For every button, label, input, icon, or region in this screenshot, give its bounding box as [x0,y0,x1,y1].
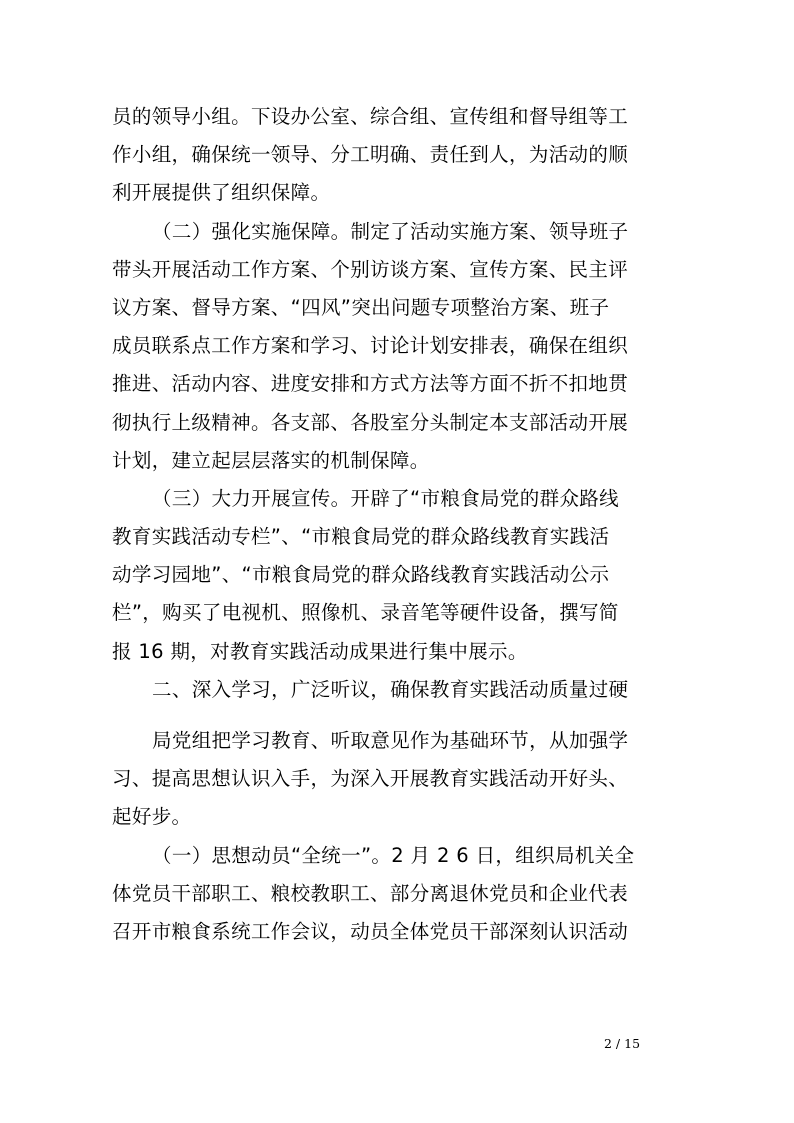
document-body [112,98,682,951]
text-line: 栏”，购买了电视机、照像机、录音笔等硬件设备，撰写简 [112,601,619,625]
text-line: 计划，建立起层层落实的机制保障。 [112,448,430,472]
text-line: 习、提高思想认识入手，为深入开展教育实践活动开好头、 [112,767,629,791]
text-line: 局党组把学习教育、听取意见作为基础环节，从加强学 [152,729,629,752]
text-line: 带头开展活动工作方案、个别访谈方案、宣传方案、民主评 [112,257,629,281]
text-line: 体党员干部职工、粮校教职工、部分离退休党员和企业代表 [112,881,629,905]
text-line: 成员联系点工作方案和学习、讨论计划安排表，确保在组织 [112,334,629,358]
text-line: 二、深入学习，广泛听议，确保教育实践活动质量过硬 [152,677,629,701]
text-line: （三）大力开展宣传。开辟了“市粮食局党的群众路线 [152,486,620,510]
text-line: 教育实践活动专栏”、“市粮食局党的群众路线教育实践活 [112,525,610,549]
text-line: 议方案、督导方案、“四风”突出问题专项整治方案、班子 [112,295,610,319]
text-line: 彻执行上级精神。各支部、各股室分头制定本支部活动开展 [112,410,629,434]
text-line: 动学习园地”、“市粮食局党的群众路线教育实践活动公示 [112,563,610,587]
text-line: （一）思想动员“全统一”。2 月 2 6 日，组织局机关全 [152,843,635,867]
text-line: 作小组，确保统一领导、分工明确、责任到人，为活动的顺 [112,143,629,167]
text-line: （二）强化实施保障。制定了活动实施方案、领导班子 [152,219,629,243]
text-line: 员的领导小组。下设办公室、综合组、宣传组和督导组等工 [112,105,629,128]
page-number: 2 / 15 [604,1036,641,1051]
text-line: 起好步。 [112,805,192,829]
text-line: 利开展提供了组织保障。 [112,181,331,205]
text-line: 推进、活动内容、进度安排和方式方法等方面不折不扣地贯 [112,372,629,396]
text-line: 召开市粮食系统工作会议，动员全体党员干部深刻认识活动 [112,919,629,943]
text-line: 报 16 期，对教育实践活动成果进行集中展示。 [112,639,528,663]
paragraph-gap [112,709,682,722]
